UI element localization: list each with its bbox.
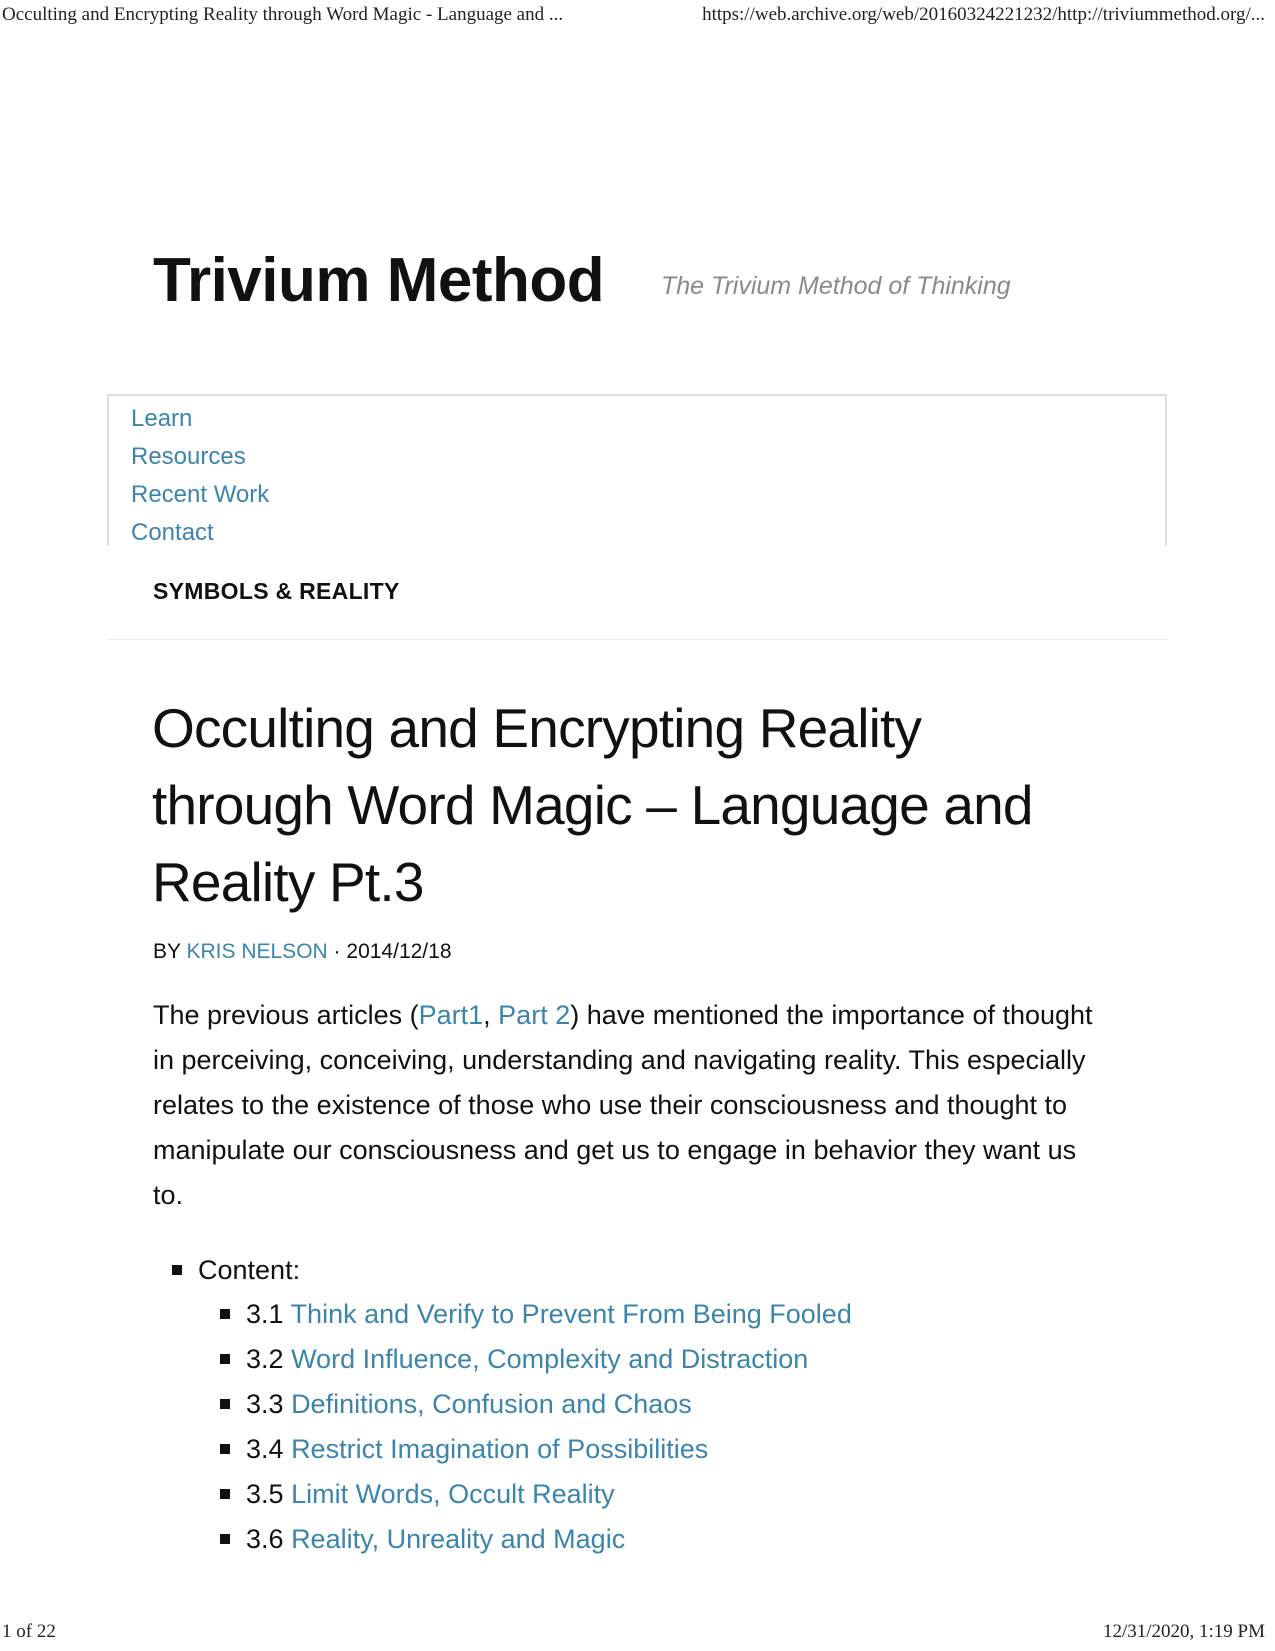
site-title-text[interactable]: Trivium Method: [153, 246, 605, 315]
square-bullet-icon: [220, 1444, 230, 1454]
article-date: 2014/12/18: [346, 940, 452, 963]
site-title[interactable]: [153, 247, 604, 315]
nav-link-resources[interactable]: Resources: [131, 443, 246, 470]
nav-item-contact: [131, 514, 1165, 552]
toc-item-number: 3.6: [246, 1524, 284, 1554]
toc-item-number: 3.3: [246, 1389, 284, 1419]
toc-item-link[interactable]: Think and Verify to Prevent From Being Fooled: [290, 1299, 852, 1329]
toc-heading-item: [172, 1248, 852, 1562]
square-bullet-icon: [220, 1489, 230, 1499]
category-divider: [107, 639, 1167, 640]
part2-link[interactable]: Part 2: [498, 1000, 571, 1030]
part1-link[interactable]: Part1: [418, 1000, 484, 1030]
nav-link-recent-work[interactable]: Recent Work: [131, 481, 270, 508]
toc-item-link[interactable]: Definitions, Confusion and Chaos: [291, 1389, 692, 1419]
toc-item: [220, 1292, 852, 1337]
toc-sublist: [172, 1292, 852, 1562]
square-bullet-icon: [220, 1534, 230, 1544]
toc-item: [220, 1472, 852, 1517]
main-navigation: [107, 394, 1167, 546]
intro-comma: ,: [483, 1000, 499, 1030]
nav-item-resources: [131, 438, 1165, 476]
page-number: 1 of 22: [2, 1621, 56, 1642]
toc-item-link[interactable]: Restrict Imagination of Possibilities: [291, 1434, 709, 1464]
table-of-contents: [172, 1248, 852, 1562]
byline-separator: ·: [333, 940, 341, 963]
toc-item-link[interactable]: Limit Words, Occult Reality: [291, 1479, 615, 1509]
nav-list: [109, 396, 1165, 552]
print-datetime: 12/31/2020, 1:19 PM: [1102, 1621, 1265, 1642]
article-byline: [153, 940, 452, 964]
print-header-url: https://web.archive.org/web/20160324221232/http://triviummethod.org/...: [702, 4, 1265, 25]
toc-item: [220, 1517, 852, 1562]
toc-item: [220, 1427, 852, 1472]
toc-item-number: 3.2: [246, 1344, 284, 1374]
toc-heading: Content:: [198, 1255, 301, 1285]
intro-text-before: The previous articles (: [153, 1000, 419, 1030]
square-bullet-icon: [220, 1354, 230, 1364]
author-link[interactable]: KRIS NELSON: [186, 940, 328, 963]
intro-text-after: ) have mentioned the importance of thought in perceiving, conceiving, understanding and navigating reality. This especially relates to the existence of those who use their consciousness and thought to manipulate our consciousness and get us to engage in behavior they want us to.: [153, 1000, 1093, 1210]
square-bullet-icon: [172, 1265, 182, 1275]
toc-item: [220, 1337, 852, 1382]
nav-item-learn: [131, 400, 1165, 438]
toc-item-number: 3.1: [246, 1299, 284, 1329]
category-label: SYMBOLS & REALITY: [153, 578, 400, 604]
nav-link-contact[interactable]: Contact: [131, 519, 214, 546]
intro-paragraph: [153, 993, 1113, 1218]
nav-item-recent-work: [131, 476, 1165, 514]
toc-item-link[interactable]: Word Influence, Complexity and Distraction: [291, 1344, 809, 1374]
toc-item-link[interactable]: Reality, Unreality and Magic: [291, 1524, 626, 1554]
square-bullet-icon: [220, 1309, 230, 1319]
toc-item-number: 3.5: [246, 1479, 284, 1509]
square-bullet-icon: [220, 1399, 230, 1409]
print-header-title: Occulting and Encrypting Reality through Word Magic - Language and ...: [2, 4, 564, 25]
site-tagline: The Trivium Method of Thinking: [661, 272, 1011, 300]
toc-item: [220, 1382, 852, 1427]
nav-link-learn[interactable]: Learn: [131, 405, 193, 432]
toc-item-number: 3.4: [246, 1434, 284, 1464]
print-header: [2, 4, 1265, 28]
print-footer: [2, 1621, 1265, 1645]
byline-prefix: BY: [153, 940, 181, 963]
article-title: Occulting and Encrypting Reality through Word Magic – Language and Reality Pt.3: [152, 697, 1033, 913]
